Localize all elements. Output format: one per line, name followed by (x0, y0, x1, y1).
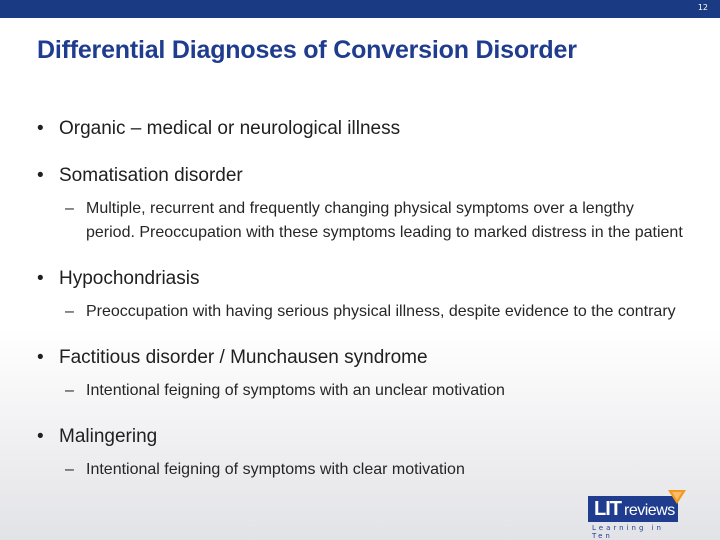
bullet-label: Hypochondriasis (59, 268, 200, 289)
slide-number: 12 (697, 3, 708, 12)
dash-icon: – (65, 382, 74, 399)
bullet-icon: • (37, 165, 44, 186)
bullet-list (37, 117, 683, 482)
dash-icon: – (65, 200, 74, 217)
logo-triangle-icon (668, 490, 686, 506)
bullet-item-organic (37, 117, 677, 141)
dash-icon: – (65, 303, 74, 320)
dash-icon: – (65, 461, 74, 478)
bullet-item-hypochondriasis (37, 267, 677, 291)
bullet-label: Factitious disorder / Munchausen syndrome (59, 347, 428, 368)
bullet-icon: • (37, 347, 44, 368)
sub-item-text: Preoccupation with having serious physical illness, despite evidence to the contrary (86, 303, 676, 320)
litreviews-logo (588, 490, 686, 540)
bullet-label: Malingering (59, 426, 158, 447)
header-bar (0, 0, 720, 18)
bullet-item-factitious (37, 346, 677, 370)
sub-item-text: Intentional feigning of symptoms with an unclear motivation (86, 382, 505, 399)
logo-reviews-text: reviews (624, 502, 675, 519)
sub-item-factitious (37, 379, 686, 403)
slide-title: Differential Diagnoses of Conversion Disorder (37, 36, 577, 64)
sub-item-text: Multiple, recurrent and frequently changing physical symptoms over a lengthy period. Preoccupation with these symptoms leading to marked distress in the patient (86, 200, 683, 241)
bullet-label: Somatisation disorder (59, 165, 243, 186)
sub-item-malingering (37, 458, 686, 482)
sub-item-hypochondriasis (37, 300, 686, 324)
logo-lit-text: LIT (594, 498, 621, 520)
sub-item-text: Intentional feigning of symptoms with clear motivation (86, 461, 465, 478)
bullet-icon: • (37, 268, 44, 289)
logo-tagline: Learning in Ten (592, 524, 664, 540)
bullet-item-somatisation (37, 164, 677, 188)
bullet-label: Organic – medical or neurological illness (59, 118, 401, 139)
sub-item-somatisation (37, 197, 686, 245)
bullet-item-malingering (37, 425, 677, 449)
bullet-icon: • (37, 426, 44, 447)
bullet-icon: • (37, 118, 44, 139)
